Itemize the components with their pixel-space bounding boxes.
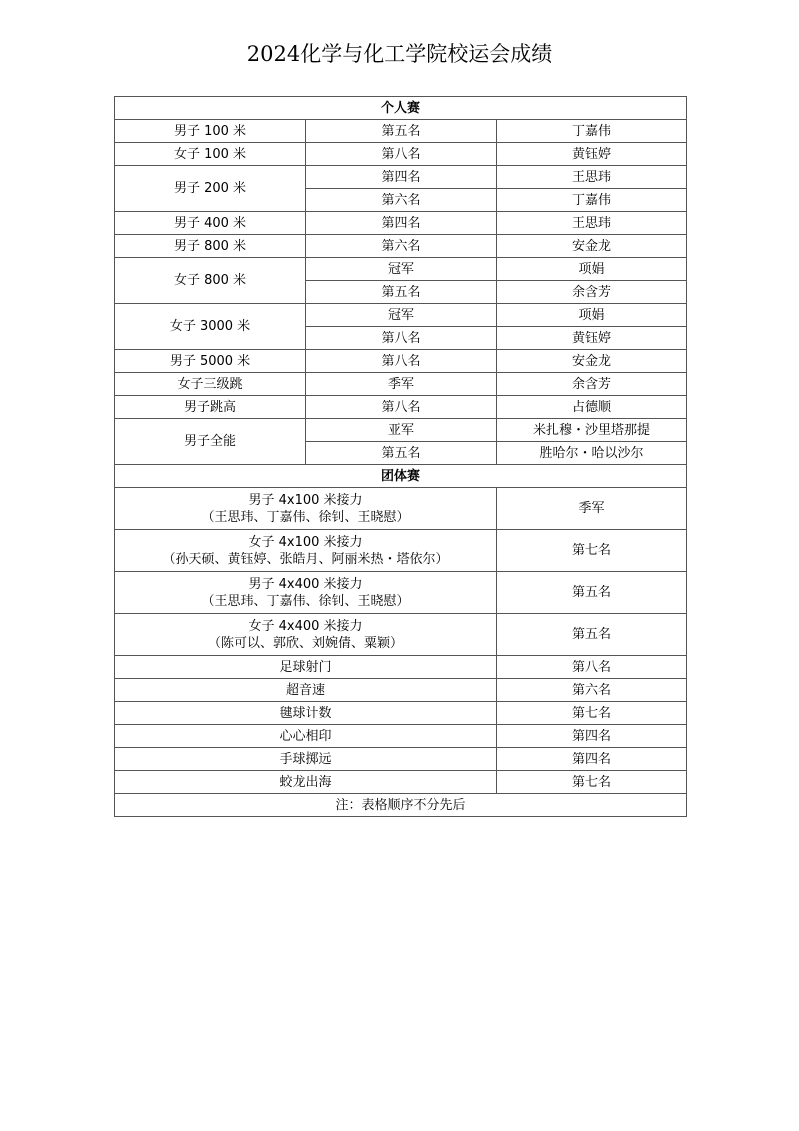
placement: 第五名 bbox=[497, 614, 687, 656]
table-row bbox=[115, 258, 687, 281]
team-members: （王思玮、丁嘉伟、徐钊、王晓慰） bbox=[201, 509, 410, 525]
placement: 第八名 bbox=[306, 396, 497, 419]
page-title: 2024化学与化工学院校运会成绩 bbox=[246, 42, 553, 66]
team-event bbox=[115, 488, 497, 530]
table-row bbox=[115, 488, 687, 530]
event-name: 男子 400 米 bbox=[115, 212, 306, 235]
placement: 第五名 bbox=[306, 281, 497, 304]
event-name: 心心相印 bbox=[115, 725, 497, 748]
athlete-name: 黄钰婷 bbox=[497, 327, 687, 350]
placement: 亚军 bbox=[306, 419, 497, 442]
placement: 第七名 bbox=[497, 702, 687, 725]
table-row bbox=[115, 702, 687, 725]
event-name: 女子 100 米 bbox=[115, 143, 306, 166]
event-name: 男子 100 米 bbox=[115, 120, 306, 143]
event-name: 毽球计数 bbox=[115, 702, 497, 725]
table-row bbox=[115, 235, 687, 258]
table-row bbox=[115, 530, 687, 572]
event-name: 男子 800 米 bbox=[115, 235, 306, 258]
table-row bbox=[115, 771, 687, 794]
team-event bbox=[115, 614, 497, 656]
event-name: 女子 800 米 bbox=[115, 258, 306, 304]
event-name: 足球射门 bbox=[115, 656, 497, 679]
athlete-name: 项娟 bbox=[497, 258, 687, 281]
team-section-header: 团体赛 bbox=[115, 465, 687, 488]
placement: 第六名 bbox=[306, 235, 497, 258]
team-event bbox=[115, 530, 497, 572]
table-row bbox=[115, 656, 687, 679]
athlete-name: 王思玮 bbox=[497, 212, 687, 235]
athlete-name: 安金龙 bbox=[497, 235, 687, 258]
placement: 第四名 bbox=[306, 212, 497, 235]
placement: 第六名 bbox=[497, 679, 687, 702]
table-row bbox=[115, 419, 687, 442]
placement: 冠军 bbox=[306, 304, 497, 327]
placement: 第八名 bbox=[306, 350, 497, 373]
placement: 第五名 bbox=[497, 572, 687, 614]
event-name: 超音速 bbox=[115, 679, 497, 702]
placement: 第四名 bbox=[497, 725, 687, 748]
event-name: 女子三级跳 bbox=[115, 373, 306, 396]
event-name: 男子跳高 bbox=[115, 396, 306, 419]
event-name: 女子 3000 米 bbox=[115, 304, 306, 350]
table-row bbox=[115, 725, 687, 748]
placement: 季军 bbox=[306, 373, 497, 396]
placement: 第五名 bbox=[306, 120, 497, 143]
team-members: （孙天硕、黄钰婷、张皓月、阿丽米热・塔依尔） bbox=[162, 551, 449, 567]
event-name: 女子 4x100 米接力 bbox=[248, 534, 363, 550]
team-members: （陈可以、郭欣、刘婉倩、粟颖） bbox=[207, 635, 403, 651]
results-table bbox=[114, 96, 687, 817]
athlete-name: 王思玮 bbox=[497, 166, 687, 189]
athlete-name: 余含芳 bbox=[497, 373, 687, 396]
table-row bbox=[115, 350, 687, 373]
placement: 第七名 bbox=[497, 530, 687, 572]
athlete-name: 丁嘉伟 bbox=[497, 189, 687, 212]
athlete-name: 项娟 bbox=[497, 304, 687, 327]
table-row bbox=[115, 373, 687, 396]
table-row bbox=[115, 679, 687, 702]
event-name: 蛟龙出海 bbox=[115, 771, 497, 794]
team-event bbox=[115, 572, 497, 614]
event-name: 女子 4x400 米接力 bbox=[248, 618, 363, 634]
placement: 冠军 bbox=[306, 258, 497, 281]
athlete-name: 米扎穆・沙里塔那提 bbox=[497, 419, 687, 442]
event-name: 手球掷远 bbox=[115, 748, 497, 771]
table-row bbox=[115, 572, 687, 614]
individual-section-header: 个人赛 bbox=[115, 97, 687, 120]
event-name: 男子 5000 米 bbox=[115, 350, 306, 373]
athlete-name: 安金龙 bbox=[497, 350, 687, 373]
event-name: 男子 200 米 bbox=[115, 166, 306, 212]
table-row bbox=[115, 143, 687, 166]
table-note: 注：表格顺序不分先后 bbox=[115, 794, 687, 817]
athlete-name: 余含芳 bbox=[497, 281, 687, 304]
athlete-name: 丁嘉伟 bbox=[497, 120, 687, 143]
table-row bbox=[115, 212, 687, 235]
team-members: （王思玮、丁嘉伟、徐钊、王晓慰） bbox=[201, 593, 410, 609]
placement: 第四名 bbox=[497, 748, 687, 771]
event-name: 男子 4x100 米接力 bbox=[248, 492, 363, 508]
athlete-name: 胜哈尔・哈以沙尔 bbox=[497, 442, 687, 465]
table-row bbox=[115, 614, 687, 656]
table-row bbox=[115, 304, 687, 327]
table-row bbox=[115, 396, 687, 419]
table-row bbox=[115, 748, 687, 771]
table-row bbox=[115, 120, 687, 143]
placement: 第八名 bbox=[306, 143, 497, 166]
placement: 第八名 bbox=[306, 327, 497, 350]
placement: 第五名 bbox=[306, 442, 497, 465]
event-name: 男子 4x400 米接力 bbox=[248, 576, 363, 592]
placement: 第六名 bbox=[306, 189, 497, 212]
event-name: 男子全能 bbox=[115, 419, 306, 465]
athlete-name: 占德顺 bbox=[497, 396, 687, 419]
placement: 第七名 bbox=[497, 771, 687, 794]
placement: 第四名 bbox=[306, 166, 497, 189]
placement: 季军 bbox=[497, 488, 687, 530]
table-row bbox=[115, 166, 687, 189]
athlete-name: 黄钰婷 bbox=[497, 143, 687, 166]
placement: 第八名 bbox=[497, 656, 687, 679]
